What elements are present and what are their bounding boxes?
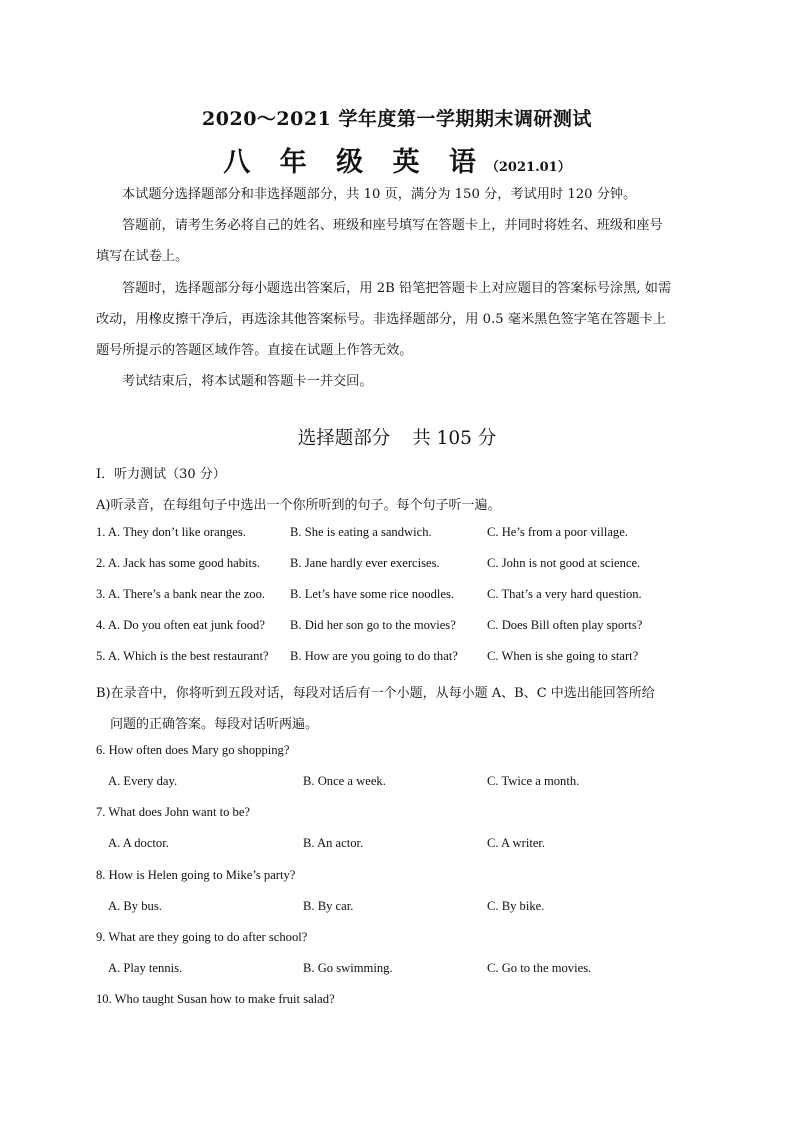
q1-option-b: B. She is eating a sandwich. [290,525,432,539]
q3-option-a: 3. A. There’s a bank near the zoo. [96,587,266,601]
q2-option-c: C. John is not good at science. [487,556,641,570]
instruction-p4: 考试结束后，将本试题和答题卡一并交回。 [122,374,373,389]
q5-option-c: C. When is she going to start? [487,649,639,663]
partA-instruction: A)听录音，在每组句子中选出一个你所听到的句子。每个句子听一遍。 [96,498,501,513]
instruction-p3-line1: 答题时，选择题部分每小题选出答案后，用 2B 铅笔把答题卡上对应题目的答案标号涂黑, 如需 [122,281,672,296]
q5-option-b: B. How are you going to do that? [290,649,458,663]
q6-option-b: B. Once a week. [303,774,386,788]
section-heading [0,424,794,450]
q7-option-c: C. A writer. [487,836,546,850]
q9-question: 9. What are they going to do after school? [96,930,308,944]
q5-option-a: 5. A. Which is the best restaurant? [96,649,269,663]
q4-option-c: C. Does Bill often play sports? [487,618,643,632]
q1-option-c: C. He’s from a poor village. [487,525,628,539]
q4-option-b: B. Did her son go to the movies? [290,618,456,632]
q6-option-c: C. Twice a month. [487,774,580,788]
q3-option-c: C. That’s a very hard question. [487,587,642,601]
q9-option-b: B. Go swimming. [303,961,393,975]
q8-option-b: B. By car. [303,899,354,913]
instruction-p1: 本试题分选择题部分和非选择题部分，共 10 页，满分为 150 分，考试用时 120 分钟。 [122,187,637,202]
instruction-p2-line2: 填写在试卷上。 [96,249,189,264]
subject-title: 八 年 级 英 语 [223,147,486,178]
section-score: 共 105 分 [412,428,497,449]
partB-instruction-line1: B)在录音中，你将听到五段对话，每段对话后有一个小题，从每小题 A、B、C 中选出能回答所给 [96,686,655,701]
q10-question: 10. Who taught Susan how to make fruit salad? [96,992,335,1006]
q6-option-a: A. Every day. [108,774,178,788]
instruction-p3-line3: 题号所提示的答题区域作答。直接在试题上作答无效。 [96,343,413,358]
listening-heading: I．听力测试（30 分） [96,467,226,482]
q2-option-a: 2. A. Jack has some good habits. [96,556,261,570]
q1-option-a: 1. A. They don’t like oranges. [96,525,246,539]
exam-title: 2020～2021 学年度第一学期期末调研测试 [202,108,592,130]
q8-question: 8. How is Helen going to Mike’s party? [96,868,296,882]
partB-instruction-line2: 问题的正确答案。每段对话听两遍。 [110,717,319,732]
q8-option-c: C. By bike. [487,899,545,913]
instruction-p2-line1: 答题前，请考生务必将自己的姓名、班级和座号填写在答题卡上，并同时将姓名、班级和座号 [122,218,663,233]
q2-option-b: B. Jane hardly ever exercises. [290,556,440,570]
section-title: 选择题部分 [297,428,391,449]
q3-option-b: B. Let’s have some rice noodles. [290,587,455,601]
q7-option-b: B. An actor. [303,836,364,850]
instruction-p3-line2: 改动，用橡皮擦干净后，再选涂其他答案标号。非选择题部分，用 0.5 毫米黑色签字笔在答题卡上 [96,312,667,327]
q4-option-a: 4. A. Do you often eat junk food? [96,618,265,632]
subject-line [0,140,794,179]
q8-option-a: A. By bus. [108,899,162,913]
q9-option-a: A. Play tennis. [108,961,183,975]
q9-option-c: C. Go to the movies. [487,961,592,975]
q6-question: 6. How often does Mary go shopping? [96,743,290,757]
exam-date: （2021.01） [485,160,571,175]
q7-option-a: A. A doctor. [108,836,169,850]
q7-question: 7. What does John want to be? [96,805,251,819]
